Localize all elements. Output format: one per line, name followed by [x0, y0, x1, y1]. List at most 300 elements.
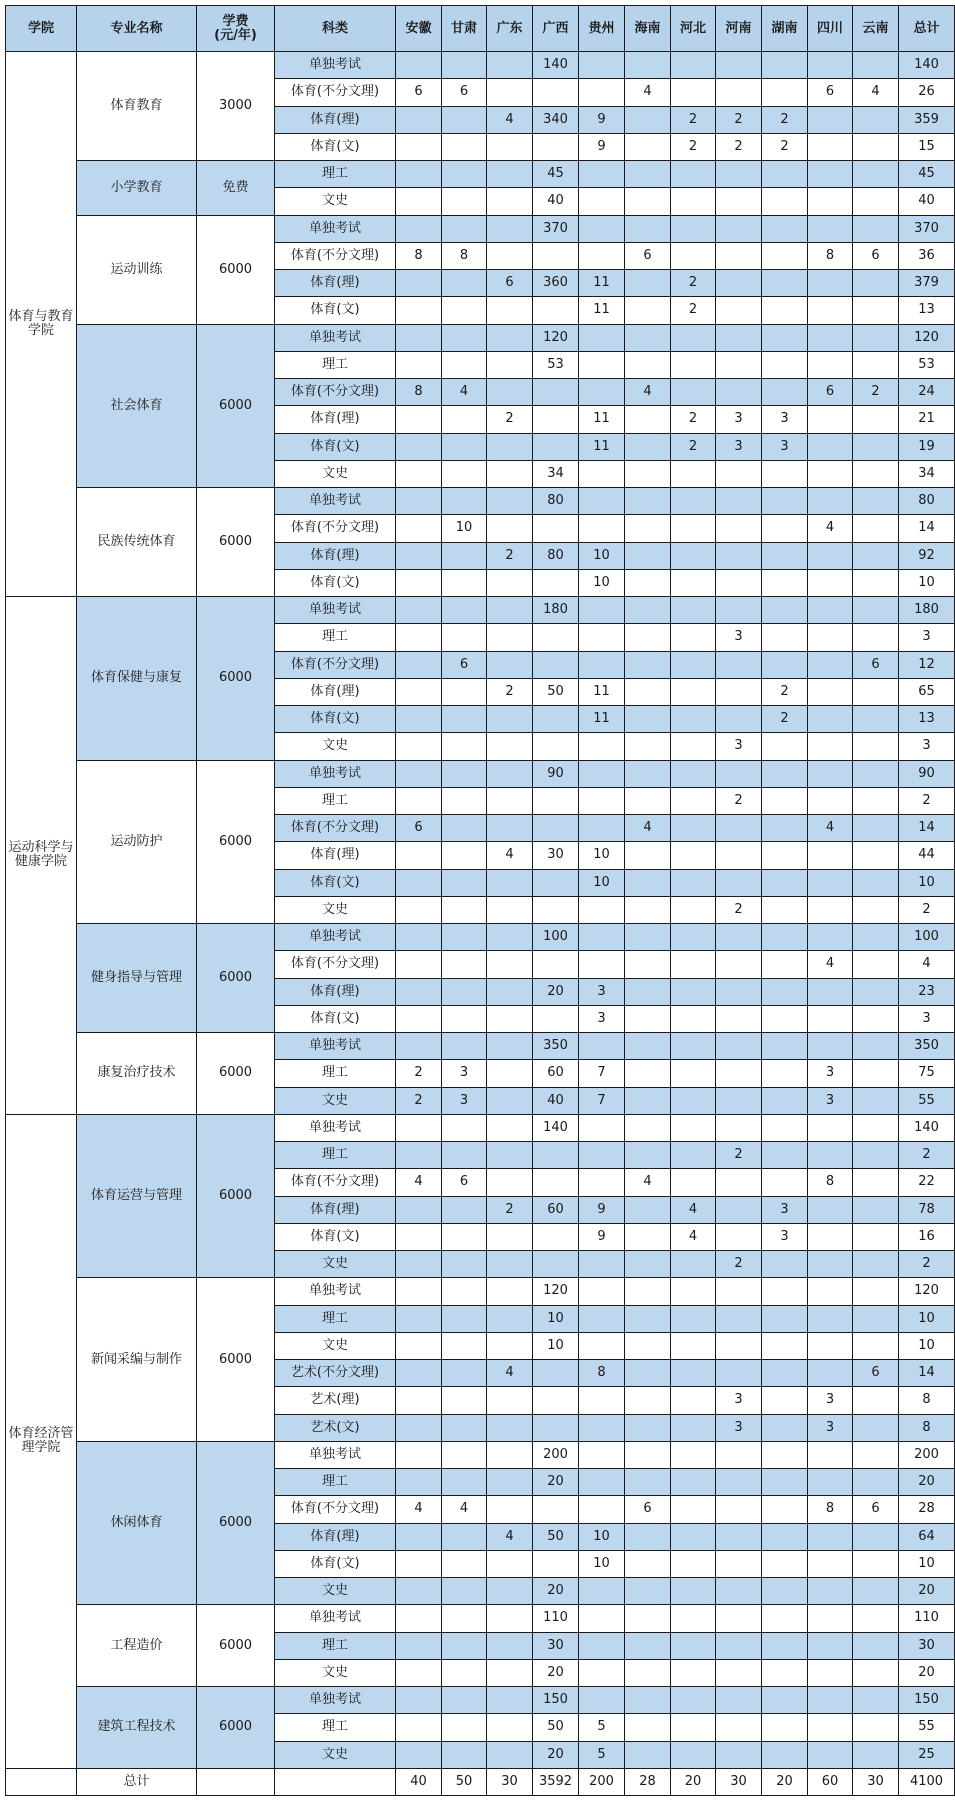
- quota-cell-anhui: [396, 433, 442, 460]
- quota-cell-hebei: [671, 1687, 716, 1714]
- quota-cell-guangdong: [487, 52, 533, 79]
- quota-cell-hainan: [625, 1550, 671, 1577]
- quota-cell-anhui: [396, 760, 442, 787]
- category-cell: 单独考试: [275, 1687, 396, 1714]
- quota-cell-guangdong: 2: [487, 1196, 533, 1223]
- quota-cell-anhui: [396, 1278, 442, 1305]
- quota-cell-hebei: 2: [671, 270, 716, 297]
- major-cell: 健身指导与管理: [77, 924, 197, 1033]
- row-total-cell: 140: [899, 1114, 955, 1141]
- quota-cell-hainan: [625, 1060, 671, 1087]
- quota-cell-hebei: 2: [671, 433, 716, 460]
- quota-cell-guizhou: 10: [579, 542, 625, 569]
- quota-cell-hebei: [671, 1142, 716, 1169]
- quota-cell-guangdong: [487, 1223, 533, 1250]
- quota-cell-hainan: [625, 678, 671, 705]
- quota-cell-hunan: [762, 1714, 808, 1741]
- quota-cell-guizhou: [579, 161, 625, 188]
- quota-cell-anhui: [396, 651, 442, 678]
- category-cell: 理工: [275, 351, 396, 378]
- quota-cell-hainan: 4: [625, 379, 671, 406]
- quota-cell-gansu: [442, 1305, 487, 1332]
- quota-cell-sichuan: 4: [808, 951, 853, 978]
- quota-cell-hebei: [671, 1387, 716, 1414]
- quota-cell-hebei: 2: [671, 406, 716, 433]
- quota-cell-hebei: [671, 733, 716, 760]
- quota-cell-yunnan: [853, 951, 899, 978]
- quota-cell-sichuan: 8: [808, 1169, 853, 1196]
- quota-cell-guangxi: 20: [533, 1741, 579, 1768]
- quota-cell-hainan: [625, 542, 671, 569]
- quota-cell-yunnan: [853, 842, 899, 869]
- quota-cell-guizhou: [579, 1033, 625, 1060]
- quota-cell-anhui: [396, 1005, 442, 1032]
- quota-cell-hunan: [762, 1142, 808, 1169]
- quota-cell-guizhou: [579, 215, 625, 242]
- row-total-cell: 80: [899, 488, 955, 515]
- row-total-cell: 8: [899, 1414, 955, 1441]
- quota-cell-guizhou: [579, 460, 625, 487]
- quota-cell-hebei: 2: [671, 133, 716, 160]
- quota-cell-guangdong: [487, 1632, 533, 1659]
- empty-cell: [6, 1768, 77, 1795]
- quota-cell-gansu: [442, 1387, 487, 1414]
- quota-cell-anhui: [396, 978, 442, 1005]
- quota-cell-sichuan: [808, 706, 853, 733]
- quota-cell-guangdong: [487, 215, 533, 242]
- enrollment-plan-table: [5, 5, 955, 1796]
- category-cell: 艺术(理): [275, 1387, 396, 1414]
- category-cell: 理工: [275, 1060, 396, 1087]
- quota-cell-gansu: [442, 1578, 487, 1605]
- category-cell: 艺术(不分文理): [275, 1360, 396, 1387]
- quota-cell-guizhou: [579, 1332, 625, 1359]
- quota-cell-henan: [716, 297, 762, 324]
- quota-cell-anhui: [396, 351, 442, 378]
- table-row: [6, 760, 955, 787]
- quota-cell-anhui: [396, 1714, 442, 1741]
- grand-total-label: 总计: [77, 1768, 197, 1795]
- category-cell: 体育(不分文理): [275, 379, 396, 406]
- quota-cell-hebei: [671, 924, 716, 951]
- quota-cell-guangdong: [487, 1550, 533, 1577]
- quota-cell-gansu: [442, 215, 487, 242]
- row-total-cell: 10: [899, 569, 955, 596]
- category-cell: 体育(不分文理): [275, 242, 396, 269]
- category-cell: 单独考试: [275, 760, 396, 787]
- major-cell: 民族传统体育: [77, 488, 197, 597]
- quota-cell-hunan: 2: [762, 106, 808, 133]
- quota-cell-guangxi: 80: [533, 542, 579, 569]
- fee-cell: 6000: [197, 924, 275, 1033]
- quota-cell-yunnan: [853, 597, 899, 624]
- quota-cell-sichuan: [808, 1687, 853, 1714]
- quota-cell-hunan: [762, 488, 808, 515]
- quota-cell-guangxi: [533, 1251, 579, 1278]
- quota-cell-hebei: [671, 1741, 716, 1768]
- major-cell: 新闻采编与制作: [77, 1278, 197, 1442]
- quota-cell-hebei: [671, 488, 716, 515]
- quota-cell-anhui: [396, 1605, 442, 1632]
- quota-cell-henan: [716, 924, 762, 951]
- quota-cell-sichuan: [808, 1305, 853, 1332]
- quota-cell-gansu: [442, 406, 487, 433]
- quota-cell-gansu: [442, 951, 487, 978]
- major-cell: 体育教育: [77, 52, 197, 161]
- quota-cell-yunnan: [853, 1114, 899, 1141]
- quota-cell-gansu: [442, 1251, 487, 1278]
- quota-cell-gansu: [442, 542, 487, 569]
- quota-cell-hunan: [762, 787, 808, 814]
- category-cell: 文史: [275, 896, 396, 923]
- quota-cell-sichuan: [808, 351, 853, 378]
- quota-cell-hainan: [625, 1223, 671, 1250]
- quota-cell-anhui: [396, 1441, 442, 1468]
- quota-cell-guangdong: [487, 1441, 533, 1468]
- quota-cell-guangdong: [487, 161, 533, 188]
- quota-cell-guangxi: [533, 297, 579, 324]
- quota-cell-guizhou: [579, 951, 625, 978]
- quota-cell-henan: [716, 324, 762, 351]
- quota-cell-guangxi: [533, 1142, 579, 1169]
- quota-cell-hunan: 2: [762, 133, 808, 160]
- quota-cell-sichuan: [808, 651, 853, 678]
- quota-cell-hebei: 4: [671, 1223, 716, 1250]
- quota-cell-hainan: [625, 215, 671, 242]
- quota-cell-henan: [716, 1523, 762, 1550]
- row-total-cell: 379: [899, 270, 955, 297]
- quota-cell-yunnan: [853, 1278, 899, 1305]
- quota-cell-guizhou: [579, 924, 625, 951]
- quota-cell-guizhou: 3: [579, 978, 625, 1005]
- quota-cell-guizhou: 11: [579, 706, 625, 733]
- quota-cell-guangdong: 2: [487, 406, 533, 433]
- quota-cell-anhui: [396, 787, 442, 814]
- quota-cell-hainan: [625, 351, 671, 378]
- quota-cell-yunnan: [853, 1142, 899, 1169]
- quota-cell-gansu: [442, 1441, 487, 1468]
- quota-cell-hebei: [671, 706, 716, 733]
- row-total-cell: 4: [899, 951, 955, 978]
- quota-cell-guangxi: 360: [533, 270, 579, 297]
- quota-cell-guangdong: [487, 651, 533, 678]
- quota-cell-henan: [716, 379, 762, 406]
- quota-cell-henan: [716, 460, 762, 487]
- quota-cell-sichuan: [808, 896, 853, 923]
- category-cell: 单独考试: [275, 488, 396, 515]
- row-total-cell: 3: [899, 733, 955, 760]
- quota-cell-guangxi: [533, 1005, 579, 1032]
- quota-cell-yunnan: [853, 52, 899, 79]
- quota-cell-yunnan: [853, 161, 899, 188]
- quota-cell-hebei: [671, 79, 716, 106]
- quota-cell-hunan: [762, 815, 808, 842]
- quota-cell-hebei: [671, 896, 716, 923]
- quota-cell-sichuan: 3: [808, 1060, 853, 1087]
- major-cell: 社会体育: [77, 324, 197, 488]
- quota-cell-gansu: [442, 706, 487, 733]
- quota-cell-guizhou: [579, 1387, 625, 1414]
- quota-cell-gansu: [442, 488, 487, 515]
- quota-cell-gansu: [442, 460, 487, 487]
- quota-cell-guangdong: [487, 1087, 533, 1114]
- category-cell: 理工: [275, 1142, 396, 1169]
- row-total-cell: 12: [899, 651, 955, 678]
- quota-cell-henan: [716, 569, 762, 596]
- quota-cell-anhui: [396, 1387, 442, 1414]
- category-cell: 理工: [275, 1305, 396, 1332]
- quota-cell-anhui: [396, 106, 442, 133]
- quota-cell-sichuan: [808, 1469, 853, 1496]
- quota-cell-sichuan: [808, 52, 853, 79]
- quota-cell-guangdong: [487, 924, 533, 951]
- quota-cell-guizhou: [579, 1687, 625, 1714]
- quota-cell-gansu: [442, 1632, 487, 1659]
- quota-cell-guizhou: 9: [579, 1196, 625, 1223]
- quota-cell-guizhou: [579, 787, 625, 814]
- quota-cell-yunnan: [853, 1060, 899, 1087]
- quota-cell-yunnan: [853, 270, 899, 297]
- quota-cell-sichuan: [808, 542, 853, 569]
- quota-cell-anhui: 2: [396, 1087, 442, 1114]
- quota-cell-henan: [716, 842, 762, 869]
- quota-cell-guangxi: 180: [533, 597, 579, 624]
- quota-cell-guangxi: [533, 569, 579, 596]
- quota-cell-yunnan: [853, 624, 899, 651]
- quota-cell-yunnan: [853, 1714, 899, 1741]
- quota-cell-guizhou: [579, 1114, 625, 1141]
- quota-cell-guangdong: [487, 1687, 533, 1714]
- quota-cell-hunan: [762, 52, 808, 79]
- quota-cell-anhui: [396, 1033, 442, 1060]
- quota-cell-anhui: [396, 842, 442, 869]
- category-cell: 体育(理): [275, 1523, 396, 1550]
- quota-cell-anhui: [396, 1523, 442, 1550]
- quota-cell-guangxi: 80: [533, 488, 579, 515]
- category-cell: 体育(不分文理): [275, 951, 396, 978]
- quota-cell-gansu: [442, 52, 487, 79]
- quota-cell-gansu: [442, 161, 487, 188]
- quota-cell-gansu: [442, 1687, 487, 1714]
- college-cell: 体育与教育学院: [6, 52, 77, 597]
- header-fee: 学费 (元/年): [197, 6, 275, 52]
- quota-cell-yunnan: [853, 869, 899, 896]
- quota-cell-guangxi: [533, 1496, 579, 1523]
- quota-cell-sichuan: [808, 106, 853, 133]
- quota-cell-guangxi: 10: [533, 1332, 579, 1359]
- row-total-cell: 370: [899, 215, 955, 242]
- quota-cell-anhui: [396, 297, 442, 324]
- quota-cell-yunnan: 6: [853, 1360, 899, 1387]
- quota-cell-hainan: [625, 1714, 671, 1741]
- quota-cell-anhui: [396, 1251, 442, 1278]
- college-cell: 运动科学与健康学院: [6, 597, 77, 1115]
- quota-cell-gansu: [442, 106, 487, 133]
- quota-cell-yunnan: [853, 106, 899, 133]
- quota-cell-hunan: [762, 1550, 808, 1577]
- row-total-cell: 2: [899, 1251, 955, 1278]
- quota-cell-anhui: 2: [396, 1060, 442, 1087]
- quota-cell-anhui: [396, 515, 442, 542]
- row-total-cell: 16: [899, 1223, 955, 1250]
- fee-cell: 6000: [197, 1114, 275, 1278]
- quota-cell-hainan: [625, 842, 671, 869]
- header-gansu: 甘肃: [442, 6, 487, 52]
- quota-cell-anhui: [396, 161, 442, 188]
- table-row: [6, 1687, 955, 1714]
- quota-cell-anhui: [396, 1223, 442, 1250]
- row-total-cell: 110: [899, 1605, 955, 1632]
- quota-cell-sichuan: [808, 842, 853, 869]
- quota-cell-hainan: [625, 1278, 671, 1305]
- quota-cell-guizhou: 10: [579, 569, 625, 596]
- quota-cell-yunnan: [853, 433, 899, 460]
- quota-cell-gansu: [442, 787, 487, 814]
- quota-cell-guangxi: 50: [533, 678, 579, 705]
- quota-cell-hebei: [671, 1087, 716, 1114]
- row-total-cell: 19: [899, 433, 955, 460]
- row-total-cell: 55: [899, 1714, 955, 1741]
- quota-cell-guangdong: [487, 1114, 533, 1141]
- quota-cell-gansu: [442, 351, 487, 378]
- row-total-cell: 90: [899, 760, 955, 787]
- table-row: [6, 215, 955, 242]
- quota-cell-hebei: [671, 1114, 716, 1141]
- row-total-cell: 150: [899, 1687, 955, 1714]
- quota-cell-gansu: [442, 1741, 487, 1768]
- quota-cell-sichuan: 3: [808, 1387, 853, 1414]
- quota-cell-guangxi: 140: [533, 1114, 579, 1141]
- quota-cell-guangxi: 50: [533, 1523, 579, 1550]
- quota-cell-guangxi: [533, 815, 579, 842]
- quota-cell-hunan: [762, 924, 808, 951]
- category-cell: 文史: [275, 460, 396, 487]
- quota-cell-guangdong: [487, 1142, 533, 1169]
- table-row: [6, 1605, 955, 1632]
- quota-cell-yunnan: [853, 1332, 899, 1359]
- quota-cell-anhui: [396, 597, 442, 624]
- quota-cell-hunan: [762, 297, 808, 324]
- row-total-cell: 120: [899, 1278, 955, 1305]
- quota-cell-guizhou: [579, 1414, 625, 1441]
- quota-cell-guangxi: [533, 624, 579, 651]
- province-total-guangdong: 30: [487, 1768, 533, 1795]
- quota-cell-anhui: [396, 1196, 442, 1223]
- category-cell: 艺术(文): [275, 1414, 396, 1441]
- quota-cell-hunan: [762, 1332, 808, 1359]
- table-row: [6, 1278, 955, 1305]
- row-total-cell: 34: [899, 460, 955, 487]
- quota-cell-guangxi: [533, 1387, 579, 1414]
- quota-cell-anhui: 4: [396, 1496, 442, 1523]
- quota-cell-hunan: [762, 1741, 808, 1768]
- quota-cell-guizhou: [579, 651, 625, 678]
- province-total-anhui: 40: [396, 1768, 442, 1795]
- category-cell: 体育(不分文理): [275, 515, 396, 542]
- row-total-cell: 44: [899, 842, 955, 869]
- category-cell: 体育(文): [275, 1223, 396, 1250]
- row-total-cell: 53: [899, 351, 955, 378]
- quota-cell-guizhou: 10: [579, 1523, 625, 1550]
- quota-cell-hainan: [625, 1360, 671, 1387]
- quota-cell-guizhou: [579, 624, 625, 651]
- quota-cell-henan: [716, 1305, 762, 1332]
- quota-cell-guangdong: [487, 978, 533, 1005]
- quota-cell-yunnan: [853, 351, 899, 378]
- quota-cell-hebei: [671, 1332, 716, 1359]
- quota-cell-guangxi: 150: [533, 1687, 579, 1714]
- header-guizhou: 贵州: [579, 6, 625, 52]
- province-total-hebei: 20: [671, 1768, 716, 1795]
- major-cell: 建筑工程技术: [77, 1687, 197, 1769]
- row-total-cell: 92: [899, 542, 955, 569]
- quota-cell-guizhou: 11: [579, 433, 625, 460]
- quota-cell-hainan: 4: [625, 1169, 671, 1196]
- quota-cell-hebei: [671, 678, 716, 705]
- quota-cell-hainan: [625, 1087, 671, 1114]
- province-total-henan: 30: [716, 1768, 762, 1795]
- quota-cell-yunnan: [853, 1687, 899, 1714]
- quota-cell-guangxi: 53: [533, 351, 579, 378]
- quota-cell-anhui: [396, 1632, 442, 1659]
- quota-cell-guangxi: 350: [533, 1033, 579, 1060]
- fee-cell: 6000: [197, 1033, 275, 1115]
- quota-cell-yunnan: [853, 1033, 899, 1060]
- quota-cell-henan: 3: [716, 624, 762, 651]
- quota-cell-hebei: [671, 351, 716, 378]
- quota-cell-hebei: [671, 1360, 716, 1387]
- quota-cell-hebei: [671, 1496, 716, 1523]
- quota-cell-hainan: [625, 406, 671, 433]
- quota-cell-anhui: 6: [396, 79, 442, 106]
- quota-cell-anhui: [396, 215, 442, 242]
- quota-cell-yunnan: 6: [853, 242, 899, 269]
- quota-cell-guizhou: [579, 1605, 625, 1632]
- province-total-sichuan: 60: [808, 1768, 853, 1795]
- quota-cell-henan: [716, 1360, 762, 1387]
- quota-cell-guangdong: [487, 79, 533, 106]
- quota-cell-guangdong: [487, 1714, 533, 1741]
- quota-cell-gansu: [442, 1033, 487, 1060]
- category-cell: 体育(文): [275, 133, 396, 160]
- quota-cell-guizhou: 11: [579, 678, 625, 705]
- quota-cell-anhui: [396, 1550, 442, 1577]
- quota-cell-guangdong: [487, 379, 533, 406]
- quota-cell-henan: [716, 1223, 762, 1250]
- quota-cell-hebei: [671, 1605, 716, 1632]
- quota-cell-hebei: [671, 1441, 716, 1468]
- quota-cell-hainan: [625, 624, 671, 651]
- header-guangxi: 广西: [533, 6, 579, 52]
- fee-cell: 6000: [197, 1605, 275, 1687]
- category-cell: 理工: [275, 1469, 396, 1496]
- quota-cell-sichuan: 4: [808, 515, 853, 542]
- category-cell: 单独考试: [275, 215, 396, 242]
- quota-cell-henan: [716, 1550, 762, 1577]
- quota-cell-gansu: [442, 1360, 487, 1387]
- quota-cell-guangdong: [487, 1005, 533, 1032]
- quota-cell-hebei: [671, 1714, 716, 1741]
- quota-cell-guangdong: [487, 597, 533, 624]
- quota-cell-henan: [716, 515, 762, 542]
- quota-cell-hainan: [625, 297, 671, 324]
- quota-cell-gansu: [442, 760, 487, 787]
- quota-cell-guizhou: [579, 52, 625, 79]
- quota-cell-sichuan: [808, 1114, 853, 1141]
- quota-cell-anhui: [396, 706, 442, 733]
- row-total-cell: 3: [899, 1005, 955, 1032]
- quota-cell-anhui: [396, 924, 442, 951]
